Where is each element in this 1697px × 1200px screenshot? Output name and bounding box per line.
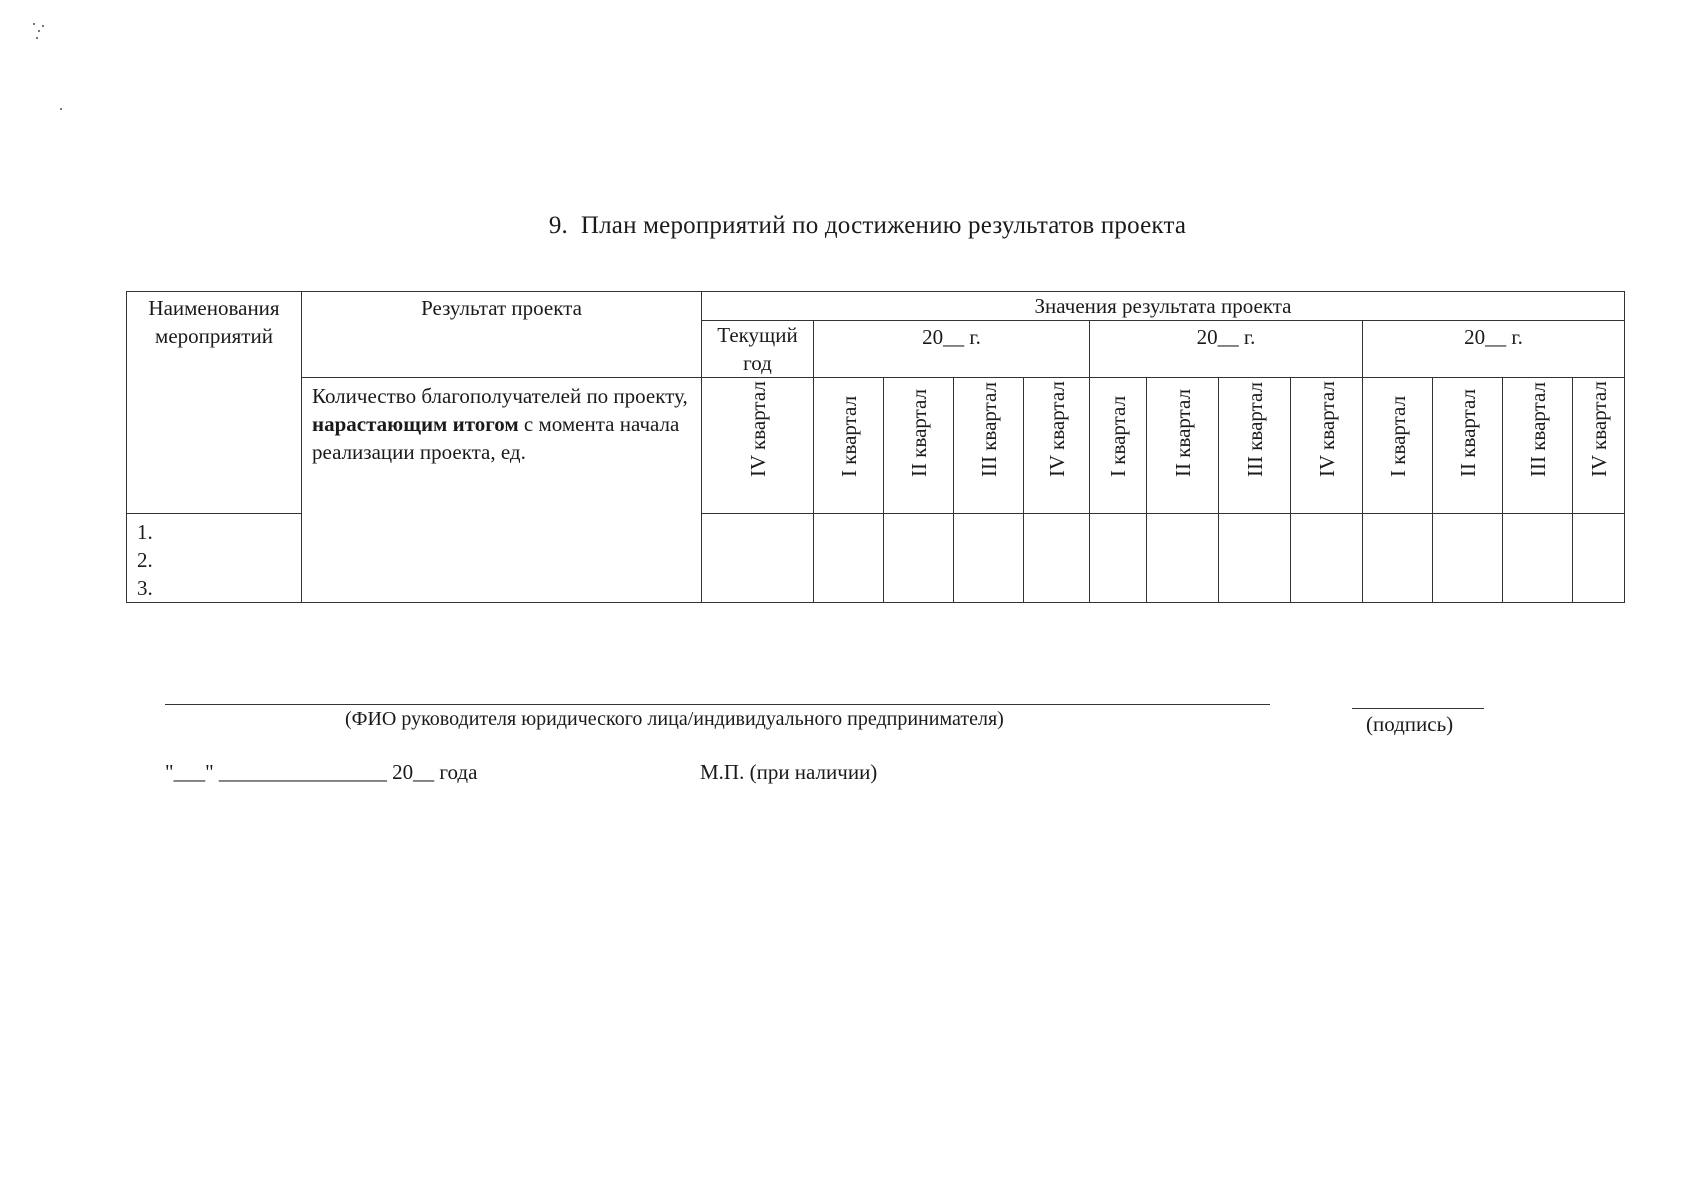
value-cell: [1503, 514, 1573, 603]
value-cell: [1433, 514, 1503, 603]
quarter-header-cell: [1363, 378, 1433, 514]
quarter-header-cell: [814, 378, 884, 514]
value-cell: [702, 514, 814, 603]
page-title: 9. План мероприятий по достижению результатов проекта: [548, 212, 1187, 239]
quarter-header-cell: [1291, 378, 1363, 514]
indicator-text-bold: нарастающим итогом: [312, 412, 519, 436]
value-cell: [1147, 514, 1219, 603]
quarter-label: I квартал: [836, 395, 861, 477]
plan-table: [126, 291, 1625, 603]
activity-number: 2.: [137, 548, 153, 572]
indicator-cell: [302, 378, 702, 603]
scan-artifact: [33, 23, 35, 25]
value-cell: [1291, 514, 1363, 603]
value-cell: [1024, 514, 1090, 603]
date-line: "___" ________________ 20__ года: [165, 760, 478, 784]
activity-numbers-cell: [127, 514, 302, 603]
scan-artifact: [36, 37, 38, 39]
quarter-header-cell: [1573, 378, 1625, 514]
header-year-3: 20__ г.: [1363, 321, 1625, 378]
value-cell: [814, 514, 884, 603]
activity-number: 3.: [137, 576, 153, 600]
header-year-2: 20__ г.: [1090, 321, 1363, 378]
quarter-label: IV квартал: [1314, 381, 1339, 477]
header-year-1: 20__ г.: [814, 321, 1090, 378]
fio-signature-line: [165, 704, 1270, 705]
quarter-label: III квартал: [1242, 381, 1267, 477]
quarter-label: I квартал: [1106, 395, 1130, 477]
quarter-label: II квартал: [1455, 388, 1480, 477]
quarter-label: IV квартал: [1586, 381, 1611, 477]
header-activity-names: Наименования мероприятий: [127, 292, 302, 514]
quarter-header-cell: [1219, 378, 1291, 514]
quarter-header-cell: [884, 378, 954, 514]
quarter-label: IV квартал: [745, 381, 770, 477]
quarter-header-cell: [1433, 378, 1503, 514]
quarter-label: IV квартал: [1044, 381, 1069, 477]
header-result-values: Значения результата проекта: [702, 292, 1625, 321]
indicator-text-prefix: Количество благополучателей по проекту,: [312, 384, 688, 408]
quarter-header-cell: [1024, 378, 1090, 514]
header-current-year: Текущий год: [702, 321, 814, 378]
indicator-text-suffix: с момента начала реализации проекта, ед.: [312, 412, 680, 464]
signature-line: [1352, 708, 1484, 709]
quarter-header-cell: [702, 378, 814, 514]
scan-artifact: [42, 25, 44, 27]
value-cell: [1090, 514, 1147, 603]
scan-artifact: [60, 108, 62, 110]
value-cell: [1573, 514, 1625, 603]
value-cell: [1219, 514, 1291, 603]
quarter-label: III квартал: [1525, 381, 1550, 477]
fio-caption: (ФИО руководителя юридического лица/индивидуального предпринимателя): [345, 708, 1004, 730]
quarter-label: II квартал: [1170, 388, 1195, 477]
signature-caption: (подпись): [1366, 712, 1454, 736]
value-cell: [1363, 514, 1433, 603]
quarter-label: I квартал: [1385, 395, 1410, 477]
stamp-placeholder: М.П. (при наличии): [700, 760, 878, 784]
header-project-result: Результат проекта: [302, 292, 702, 378]
quarter-header-cell: [1090, 378, 1147, 514]
activity-number: 1.: [137, 520, 153, 544]
value-cell: [884, 514, 954, 603]
value-cell: [954, 514, 1024, 603]
quarter-header-cell: [954, 378, 1024, 514]
scan-artifact: [38, 30, 40, 32]
quarter-label: III квартал: [976, 381, 1001, 477]
quarter-header-cell: [1503, 378, 1573, 514]
quarter-header-cell: [1147, 378, 1219, 514]
quarter-label: II квартал: [906, 388, 931, 477]
